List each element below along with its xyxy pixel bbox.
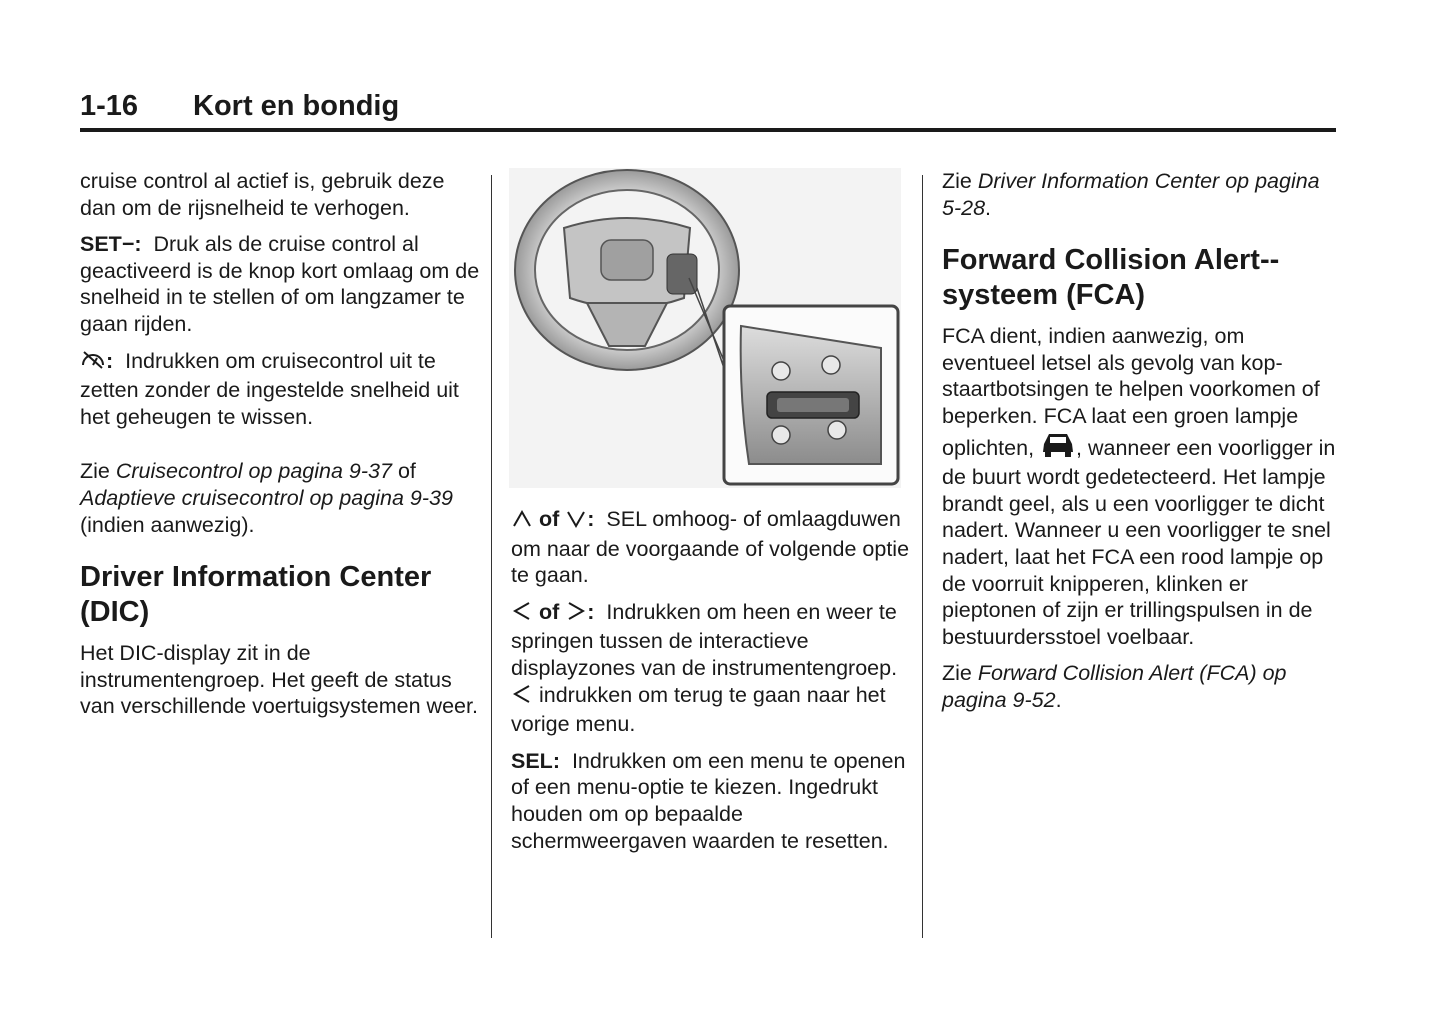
paragraph bbox=[511, 748, 911, 854]
paragraph bbox=[942, 168, 1342, 221]
see-suffix: (indien aanwezig). bbox=[80, 512, 255, 537]
column-divider bbox=[922, 175, 923, 938]
fca-text-part2: , wanneer een voorligger in de buurt wordt gedetecteerd. Het lampje brandt geel, als u een voorligger te dicht nadert. Wanneer u een voorligger te snel nadert, laat het FCA een rood lampje op de voorruit knipperen, klinken er pieptonen of zijn er trillingspulsen in de bestuurdersstoel voelbaar. bbox=[942, 435, 1336, 649]
leftright-colon: : bbox=[587, 599, 595, 624]
leftright-text: Indrukken om heen en weer te springen tussen de interactieve displayzones van de instrumentengroep. bbox=[511, 599, 898, 680]
chevron-down-icon bbox=[565, 509, 587, 536]
sel-label: SEL: bbox=[511, 748, 560, 773]
chevron-right-icon bbox=[565, 600, 587, 629]
see-mid: of bbox=[397, 459, 416, 484]
cancel-colon: : bbox=[106, 348, 114, 373]
leftright-of: of bbox=[538, 599, 560, 624]
cross-reference-link[interactable]: Driver Information Center op pagina 5-28 bbox=[942, 169, 1320, 220]
back-text: indrukken om terug te gaan naar het vorige menu. bbox=[511, 682, 886, 737]
paragraph: Het DIC-display zit in de instrumentengroep. Het geeft de status van verschillende voertuigsystemen weer. bbox=[80, 641, 478, 719]
cancel-text: Indrukken om cruisecontrol uit te zetten zonder de ingestelde snelheid uit het geheugen te wissen. bbox=[80, 348, 459, 429]
paragraph: cruise control al actief is, gebruik deze dan om de rijsnelheid te verhogen. bbox=[80, 169, 445, 220]
cross-reference-link[interactable]: Adaptieve cruisecontrol op pagina 9-39 bbox=[80, 485, 453, 510]
fca-text-part1: FCA dient, indien aanwezig, om eventueel letsel als gevolg van kop-staartbotsingen te helpen voorkomen of beperken. FCA laat een groen lampje oplichten, bbox=[942, 324, 1320, 460]
paragraph bbox=[511, 506, 911, 589]
updown-text: SEL omhoog- of omlaagduwen om naar de voorgaande of volgende optie te gaan. bbox=[511, 507, 910, 588]
paragraph bbox=[942, 323, 1342, 650]
page-header bbox=[80, 88, 1336, 132]
see-prefix: Zie bbox=[942, 661, 972, 686]
steering-wheel-illustration bbox=[509, 168, 901, 488]
chapter-title: Kort en bondig bbox=[193, 90, 400, 122]
chevron-up-icon bbox=[511, 509, 533, 536]
section-heading: Driver Information Center (DIC) bbox=[80, 561, 432, 629]
cruise-cancel-icon bbox=[80, 349, 106, 378]
see-suffix: . bbox=[985, 195, 992, 220]
cross-reference-link[interactable]: Cruisecontrol op pagina 9-37 bbox=[115, 459, 392, 484]
paragraph bbox=[80, 348, 480, 431]
sel-text: Indrukken om een menu te openen of een menu-optie te kiezen. Ingedrukt houden om op bepaalde schermweergaven waarden te resetten. bbox=[511, 748, 906, 853]
section-heading: Forward Collision Alert--systeem (FCA) bbox=[942, 244, 1280, 312]
column-right bbox=[942, 168, 1342, 724]
paragraph bbox=[511, 599, 911, 738]
chevron-left-icon bbox=[511, 683, 533, 712]
see-suffix: . bbox=[1055, 687, 1062, 712]
vehicle-ahead-icon bbox=[1040, 430, 1076, 465]
paragraph bbox=[942, 660, 1342, 713]
page-number: 1-16 bbox=[80, 90, 139, 122]
set-label: SET−: bbox=[80, 232, 142, 257]
column-divider bbox=[491, 175, 492, 938]
set-text: Druk als de cruise control al geactiveerd is de knop kort omlaag om de snelheid in te stellen of om langzamer te gaan rijden. bbox=[80, 232, 480, 336]
column-left bbox=[80, 168, 480, 730]
see-prefix: Zie bbox=[942, 169, 972, 193]
paragraph bbox=[80, 458, 480, 538]
see-prefix: Zie bbox=[80, 459, 110, 484]
cross-reference-link[interactable]: Forward Collision Alert (FCA) op pagina 9-52 bbox=[942, 661, 1287, 712]
chevron-left-icon bbox=[511, 600, 533, 629]
updown-of: of bbox=[538, 507, 560, 531]
updown-colon: : bbox=[587, 507, 595, 531]
column-middle bbox=[511, 168, 911, 864]
paragraph bbox=[80, 231, 480, 337]
